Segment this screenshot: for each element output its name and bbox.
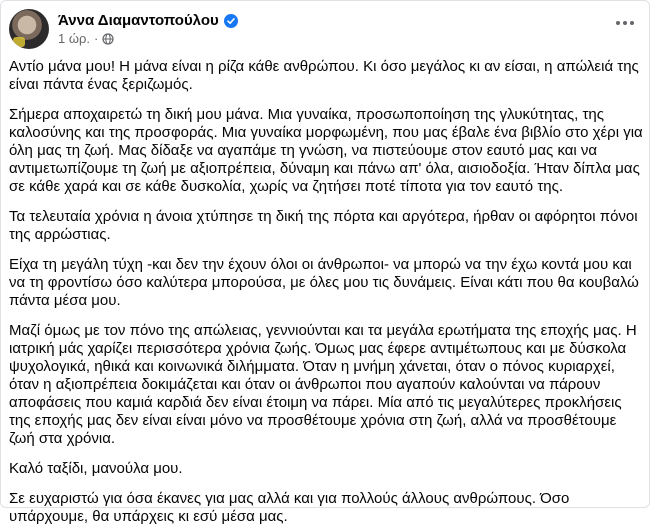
post-paragraph: Αντίο μάνα μου! Η μάνα είναι η ρίζα κάθε ανθρώπου. Κι όσο μεγάλος κι αν είσαι, η απώλειά της είναι πάντα ένας ξεριζωμός.: [9, 58, 639, 93]
verified-badge-icon: [224, 14, 238, 28]
meta-separator: ·: [94, 31, 99, 46]
post-timestamp[interactable]: 1 ώρ.: [58, 31, 90, 46]
post-paragraph: Καλό ταξίδι, μανούλα μου.: [9, 460, 183, 477]
time-row: [58, 31, 238, 46]
post-header: [9, 9, 238, 49]
post-paragraph: Σε ευχαριστώ για όσα έκανες για μας αλλά και για πολλούς άλλους ανθρώπους. Όσο υπάρχουμε, θα υπάρχεις κι εσύ μέσα μας.: [9, 490, 570, 525]
avatar[interactable]: [9, 9, 49, 49]
globe-icon[interactable]: [102, 33, 114, 45]
author-name[interactable]: Άννα Διαμαντοπούλου: [58, 12, 219, 29]
author-row: [58, 12, 238, 29]
post-paragraph: Τα τελευταία χρόνια η άνοια χτύπησε τη δική της πόρτα και αργότερα, ήρθαν οι αφόρητοι πόνοι της αρρώστιας.: [9, 208, 638, 243]
post-paragraph: Σήμερα αποχαιρετώ τη δική μου μάνα. Μια γυναίκα, προσωποποίηση της γλυκύτητας, της καλοσύνης και της προσφοράς. Μια γυναίκα μορφωμένη, που μας έβαλε ένα βιβλίο στο χέρι για όλη μας τη ζωή. Μας δίδαξε να αγαπάμε τη γνώση, να πιστεύουμε στον εαυτό μας και να αντιμετωπίζουμε τη ζωή με αξιοπρέπεια, δύναμη και πάνω απ' όλα, αισιοδοξία. Ήταν δίπλα μας σε κάθε χαρά και σε κάθε δυσκολία, χωρίς να ζητήσει ποτέ τίποτα για τον εαυτό της.: [9, 106, 643, 195]
post-paragraph: Μαζί όμως με τον πόνο της απώλειας, γεννιούνται και τα μεγάλα ερωτήματα της εποχής μας. Η ιατρική μάς χαρίζει περισσότερα χρόνια ζωής. Όμως μας έφερε αντιμέτωπους και με δύσκολα ψυχολογικά, ηθικά και κοινωνικά διλήμματα. Όταν η μνήμη χάνεται, όταν ο πόνος κυριαρχεί, όταν η αξιοπρέπεια δοκιμάζεται και όταν οι άνθρωποι που αγαπούν καλούνται να πάρουν αποφάσεις που καμιά καρδιά δεν είναι έτοιμη να πάρει. Μία από τις μεγαλύτερες προκλήσεις της εποχής μας δεν είναι είναι μόνο να προσθέτουμε χρόνια στη ζωή, αλλά να προσθέτουμε ζωή στα χρόνια.: [9, 322, 637, 447]
post-meta: [58, 12, 238, 46]
post-paragraph: Είχα τη μεγάλη τύχη -και δεν την έχουν όλοι οι άνθρωποι- να μπορώ να την έχω κοντά μου και να τη φροντίσω όσο καλύτερα μπορούσα, με όλες μου τις δυνάμεις. Είναι κάτι που θα κουβαλώ πάντα μέσα μου.: [9, 256, 639, 309]
post-text: [9, 58, 643, 526]
ellipsis-icon[interactable]: [611, 13, 639, 33]
